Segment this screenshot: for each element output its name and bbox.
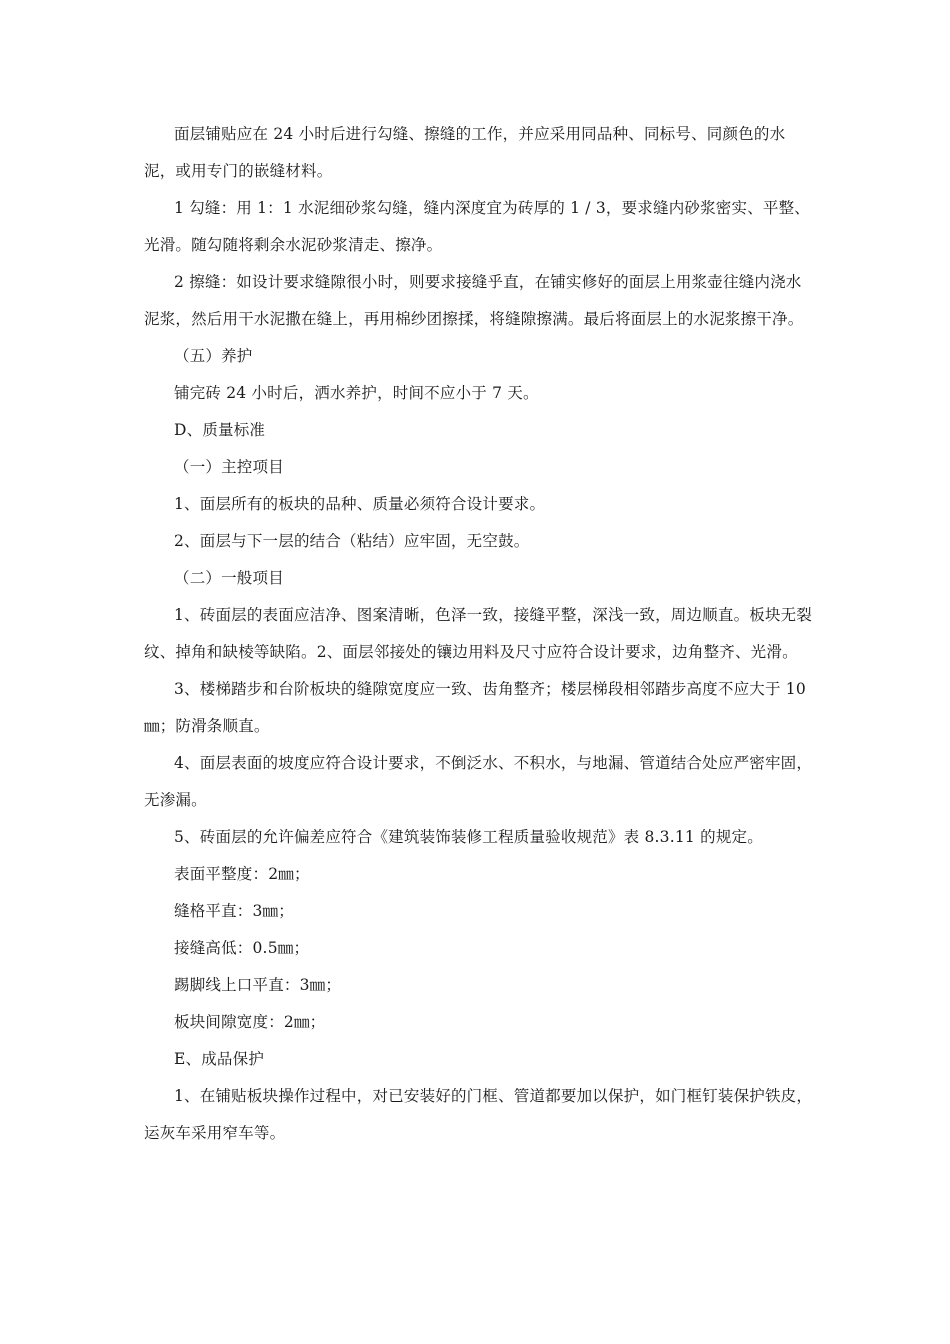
paragraph-main-item-1: 1、面层所有的板块的品种、质量必须符合设计要求。 [174, 495, 546, 513]
tolerance-joint-height: 接缝高低：0.5㎜； [174, 939, 310, 957]
tolerance-flatness: 表面平整度：2㎜； [174, 865, 310, 883]
paragraph-wiping: 2 擦缝：如设计要求缝隙很小时，则要求接缝乎直，在铺实修好的面层上用浆壶往缝内浇水泥浆，然后用干水泥撒在缝上，再用棉纱团擦揉，将缝隙擦满。最后将面层上的水泥浆擦干净。 [144, 273, 804, 328]
paragraph-main-item-2: 2、面层与下一层的结合（粘结）应牢固，无空鼓。 [174, 532, 530, 550]
tolerance-gap-width: 板块间隙宽度：2㎜； [174, 1013, 326, 1031]
paragraph-general-item-3: 3、楼梯踏步和台阶板块的缝隙宽度应一致、齿角整齐；楼层梯段相邻踏步高度不应大于 10㎜；防滑条顺直。 [144, 680, 806, 735]
tolerance-joint-straightness: 缝格平直：3㎜； [174, 902, 294, 920]
paragraph-pointing: 1 勾缝：用 1：1 水泥细砂浆勾缝，缝内深度宜为砖厚的 1 / 3，要求缝内砂浆密实、平整、光滑。随勾随将剩余水泥砂浆清走、擦净。 [144, 199, 810, 254]
section-heading-curing: （五）养护 [174, 347, 253, 365]
tolerance-skirting: 踢脚线上口平直：3㎜； [174, 976, 342, 994]
paragraph-general-item-5: 5、砖面层的允许偏差应符合《建筑装饰装修工程质量验收规范》表 8.3.11 的规定。 [174, 828, 763, 846]
subheading-general-items: （二）一般项目 [174, 569, 284, 587]
paragraph-general-item-4: 4、面层表面的坡度应符合设计要求，不倒泛水、不积水，与地漏、管道结合处应严密牢固，无渗漏。 [144, 754, 813, 809]
paragraph-general-item-1: 1、砖面层的表面应洁净、图案清晰，色泽一致，接缝平整，深浅一致，周边顺直。板块无裂纹、掉角和缺棱等缺陷。2、面层邻接处的镶边用料及尺寸应符合设计要求，边角整齐、光滑。 [144, 606, 813, 661]
section-heading-quality: D、质量标准 [174, 421, 266, 439]
subheading-main-items: （一）主控项目 [174, 458, 284, 476]
section-heading-protection: E、成品保护 [174, 1050, 265, 1068]
paragraph-protection-1: 1、在铺贴板块操作过程中，对已安装好的门框、管道都要加以保护，如门框钉装保护铁皮，运灰车采用窄车等。 [144, 1087, 813, 1142]
document-body [144, 116, 814, 1152]
paragraph-curing: 铺完砖 24 小时后，洒水养护，时间不应小于 7 天。 [174, 384, 539, 402]
paragraph-grouting-intro: 面层铺贴应在 24 小时后进行勾缝、擦缝的工作，并应采用同品种、同标号、同颜色的水泥，或用专门的嵌缝材料。 [144, 125, 786, 180]
